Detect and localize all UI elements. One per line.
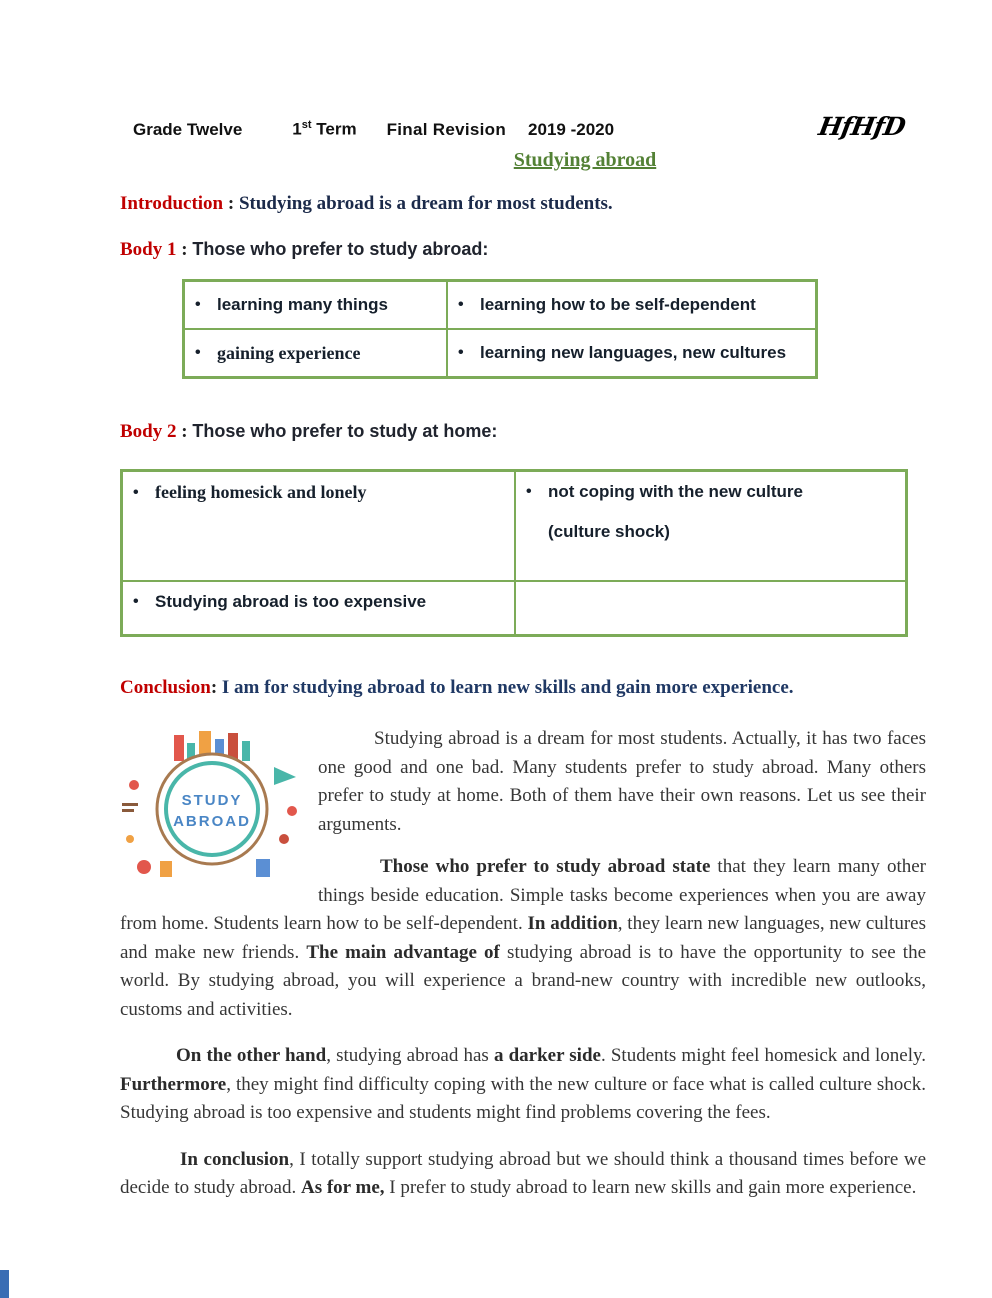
separator: :	[176, 239, 193, 260]
title-row	[182, 149, 988, 172]
years-label: 2019 -2020	[528, 120, 615, 139]
body1-table	[182, 279, 818, 379]
body2-text: Those who prefer to study at home:	[192, 421, 498, 441]
separator: :	[176, 421, 193, 442]
cell-text: gaining experience	[217, 342, 361, 363]
conclusion-label: Conclusion	[120, 677, 211, 698]
table-row	[122, 581, 907, 636]
logo-study-text: STUDY	[181, 792, 243, 809]
document-header	[133, 112, 926, 141]
table-cell-empty	[515, 581, 907, 636]
cell-text: Studying abroad is too expensive	[155, 592, 427, 611]
introduction-text: Studying abroad is a dream for most students.	[238, 193, 613, 214]
conclusion-line	[120, 677, 926, 699]
cell-subtext: (culture shock)	[548, 522, 670, 541]
text-run: that they learn many other things beside education. Simple tasks become experiences when you are away from home. Students learn how to be self-dependent.	[120, 856, 926, 934]
study-abroad-logo-graphic	[116, 727, 304, 887]
text-run-bold: The main advantage of	[306, 941, 508, 963]
cell-text: feeling homesick and lonely	[155, 482, 367, 502]
table-cell	[184, 329, 448, 378]
essay-paragraph-3	[120, 1042, 926, 1128]
table-cell	[447, 329, 817, 378]
table-cell	[447, 281, 817, 330]
table-row	[184, 329, 817, 378]
introduction-label: Introduction	[120, 193, 224, 214]
text-run: Studying abroad is a dream for most students. Actually, it has two faces one good and one bad. Many students prefer to study abroad. Many others prefer to study at home. Both of them have their own reasons. Let us see their arguments.	[318, 728, 926, 835]
table-cell	[184, 281, 448, 330]
text-run-bold: Furthermore	[120, 1073, 227, 1095]
term-number: 1	[292, 120, 302, 139]
term-ordinal: st	[301, 119, 312, 132]
body1-line	[120, 239, 926, 261]
body1-label: Body 1	[120, 239, 177, 260]
text-run: I prefer to study abroad to learn new skills and gain more experience.	[384, 1177, 917, 1198]
term-word: Term	[316, 120, 357, 139]
table-cell	[515, 471, 907, 582]
logo-abroad-text: ABROAD	[173, 813, 251, 830]
body2-label: Body 2	[120, 421, 177, 442]
body2-line	[120, 421, 926, 443]
bullet: •	[133, 593, 139, 610]
separator: :	[223, 193, 239, 214]
cell-text: learning new languages, new cultures	[480, 343, 787, 362]
bullet: •	[133, 483, 139, 501]
body2-table	[120, 469, 908, 637]
page-edge-marker	[0, 1270, 9, 1298]
bullet: •	[195, 296, 201, 313]
essay	[120, 725, 926, 1215]
text-run: , they learn new languages, new cultures and make new friends.	[120, 913, 926, 963]
text-run-bold: In conclusion	[180, 1148, 290, 1170]
text-run-bold: On the other hand	[176, 1045, 327, 1066]
cell-text: learning many things	[217, 295, 388, 314]
bullet: •	[526, 483, 532, 500]
bullet: •	[458, 296, 464, 313]
table-cell	[122, 471, 516, 582]
bullet: •	[458, 344, 464, 361]
page-title: Studying abroad	[513, 149, 657, 171]
text-run: , I totally support studying abroad but we should think a thousand times before we decide to study abroad.	[120, 1148, 926, 1198]
table-row	[122, 471, 907, 582]
table-row	[184, 281, 817, 330]
introduction-line	[120, 193, 926, 215]
text-run: , they might find difficulty coping with the new culture or face what is called culture shock. Studying abroad is too expensive and students might find problems covering the fees.	[120, 1073, 926, 1123]
separator: :	[210, 677, 222, 698]
text-run: , studying abroad has	[326, 1045, 494, 1066]
text-run-bold: In addition	[527, 913, 618, 934]
term-label	[292, 119, 356, 140]
text-run: . Students might feel homesick and lonely.	[600, 1045, 927, 1066]
essay-paragraph-4	[120, 1146, 926, 1203]
signature-mark: HfHfD	[816, 112, 907, 141]
study-abroad-logo	[116, 727, 304, 887]
grade-label: Grade Twelve	[133, 120, 243, 139]
cell-text: learning how to be self-dependent	[480, 295, 756, 314]
text-run-bold: As for me,	[300, 1177, 385, 1198]
text-run-bold: a darker side	[493, 1045, 601, 1066]
text-run: studying abroad is to have the opportunity to see the world. By studying abroad, you will experience a brand-new country with incredible new outlooks, customs and activities.	[120, 941, 927, 1020]
text-run-bold: Those who prefer to study abroad state	[380, 856, 718, 877]
revision-label: Final Revision	[386, 120, 507, 139]
cell-text: not coping with the new culture	[548, 482, 803, 501]
table-cell	[122, 581, 516, 636]
conclusion-text: I am for studying abroad to learn new skills and gain more experience.	[221, 677, 794, 698]
bullet: •	[195, 344, 201, 361]
body1-text: Those who prefer to study abroad:	[192, 239, 489, 259]
